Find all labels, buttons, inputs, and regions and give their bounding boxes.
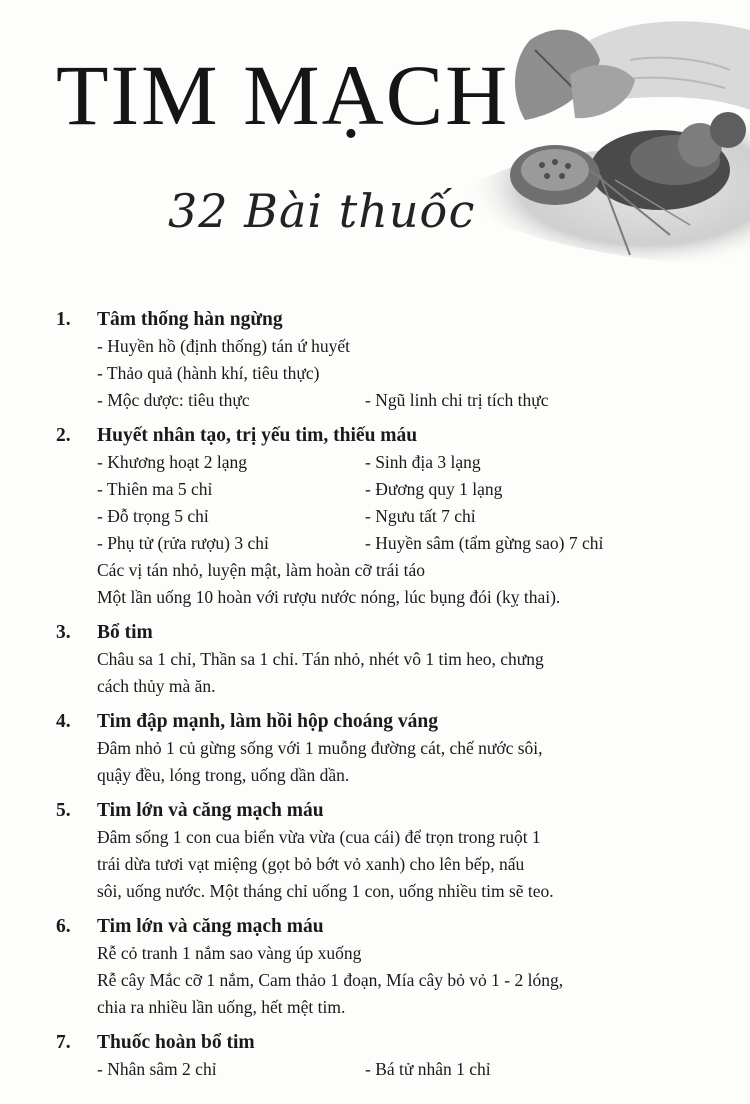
instruction-text: trái dừa tươi vạt miệng (gọt bỏ bớt vỏ xanh) cho lên bếp, nấu [97, 854, 525, 874]
recipe-body [56, 940, 696, 1021]
recipe-number: 1. [56, 309, 71, 330]
ingredient-row [97, 449, 696, 476]
text-line [97, 584, 696, 611]
text-line [97, 333, 696, 360]
instruction-text: quậy đều, lóng trong, uống dần dần. [97, 765, 350, 785]
text-line [97, 673, 696, 700]
text-line [97, 762, 696, 789]
recipe-number: 6. [56, 916, 71, 937]
recipe-title: Tim lớn và căng mạch máu [97, 800, 324, 821]
recipe-title: Bổ tim [97, 622, 153, 643]
instruction-text: Rễ cỏ tranh 1 nắm sao vàng úp xuống [97, 943, 362, 963]
recipe-item [56, 1029, 696, 1083]
text-line [97, 878, 696, 905]
ingredient-item: - Sinh địa 3 lạng [365, 452, 481, 472]
page-subtitle: 32 Bài thuốc [168, 184, 476, 238]
recipe-item [56, 708, 696, 789]
recipe-body [56, 1056, 696, 1083]
instruction-text: Đâm nhỏ 1 củ gừng sống với 1 muỗng đường cát, chế nước sôi, [97, 738, 543, 758]
ingredient-row [97, 503, 696, 530]
recipe-number: 5. [56, 800, 71, 821]
text-line [97, 646, 696, 673]
recipe-title: Tim lớn và căng mạch máu [97, 916, 324, 937]
recipe-item [56, 422, 696, 611]
ingredient-item: - Bá tử nhân 1 chỉ [365, 1059, 491, 1079]
recipe-item [56, 306, 696, 414]
recipe-heading [56, 619, 696, 646]
ingredient-row [97, 387, 696, 414]
instruction-text: Các vị tán nhỏ, luyện mật, làm hoàn cỡ trái táo [97, 560, 426, 580]
text-line [97, 735, 696, 762]
recipe-item [56, 619, 696, 700]
recipe-title: Thuốc hoàn bổ tim [97, 1032, 255, 1053]
recipe-title: Tâm thống hàn ngừng [97, 309, 283, 330]
text-line [97, 994, 696, 1021]
instruction-text: sôi, uống nước. Một tháng chỉ uống 1 con, uống nhiều tim sẽ teo. [97, 881, 554, 901]
ingredient-item: - Đương quy 1 lạng [365, 479, 503, 499]
recipe-title: Tim đập mạnh, làm hồi hộp choáng váng [97, 711, 438, 732]
text-line [97, 851, 696, 878]
instruction-text: chia ra nhiều lần uống, hết mệt tim. [97, 997, 346, 1017]
ingredient-item: - Phụ tử (rửa rượu) 3 chỉ [97, 533, 269, 553]
ingredient-item: - Ngũ linh chi trị tích thực [365, 390, 549, 410]
ingredient-row [97, 476, 696, 503]
text-line [97, 824, 696, 851]
recipe-title: Huyết nhân tạo, trị yếu tim, thiếu máu [97, 425, 418, 446]
instruction-text: Rễ cây Mắc cỡ 1 nắm, Cam thảo 1 đoạn, Mía cây bỏ vỏ 1 - 2 lóng, [97, 970, 564, 990]
ingredient-row [97, 1056, 696, 1083]
recipe-number: 4. [56, 711, 71, 732]
instruction-text: - Thảo quả (hành khí, tiêu thực) [97, 363, 320, 383]
recipe-body [56, 449, 696, 611]
recipe-heading [56, 913, 696, 940]
ingredient-item: - Đỗ trọng 5 chỉ [97, 506, 209, 526]
text-line [97, 557, 696, 584]
instruction-text: cách thủy mà ăn. [97, 676, 216, 696]
ingredient-item: - Khương hoạt 2 lạng [97, 452, 247, 472]
instruction-text: Châu sa 1 chỉ, Thần sa 1 chỉ. Tán nhỏ, nhét vô 1 tim heo, chưng [97, 649, 544, 669]
recipe-heading [56, 306, 696, 333]
ingredient-item: - Huyền sâm (tẩm gừng sao) 7 chỉ [365, 533, 604, 553]
recipe-heading [56, 708, 696, 735]
recipe-body [56, 646, 696, 700]
recipe-heading [56, 1029, 696, 1056]
recipe-body [56, 333, 696, 414]
ingredient-item: - Ngưu tất 7 chỉ [365, 506, 476, 526]
recipe-body [56, 735, 696, 789]
text-line [97, 360, 696, 387]
recipe-item [56, 797, 696, 905]
ingredient-item: - Thiên ma 5 chỉ [97, 479, 213, 499]
ingredient-item: - Mộc dược: tiêu thực [97, 390, 250, 410]
recipe-heading [56, 797, 696, 824]
recipe-heading [56, 422, 696, 449]
ingredient-row [97, 530, 696, 557]
recipe-list [56, 306, 696, 1091]
text-line [97, 940, 696, 967]
instruction-text: Đâm sống 1 con cua biển vừa vừa (cua cái) để trọn trong ruột 1 [97, 827, 541, 847]
page-title: TIM MẠCH [56, 47, 510, 143]
instruction-text: Một lần uống 10 hoàn với rượu nước nóng, lúc bụng đói (kỵ thai). [97, 587, 561, 607]
recipe-number: 7. [56, 1032, 71, 1053]
recipe-number: 2. [56, 425, 71, 446]
text-line [97, 967, 696, 994]
recipe-body [56, 824, 696, 905]
instruction-text: - Huyền hồ (định thống) tán ứ huyết [97, 336, 350, 356]
recipe-item [56, 913, 696, 1021]
recipe-number: 3. [56, 622, 71, 643]
ingredient-item: - Nhân sâm 2 chỉ [97, 1059, 217, 1079]
